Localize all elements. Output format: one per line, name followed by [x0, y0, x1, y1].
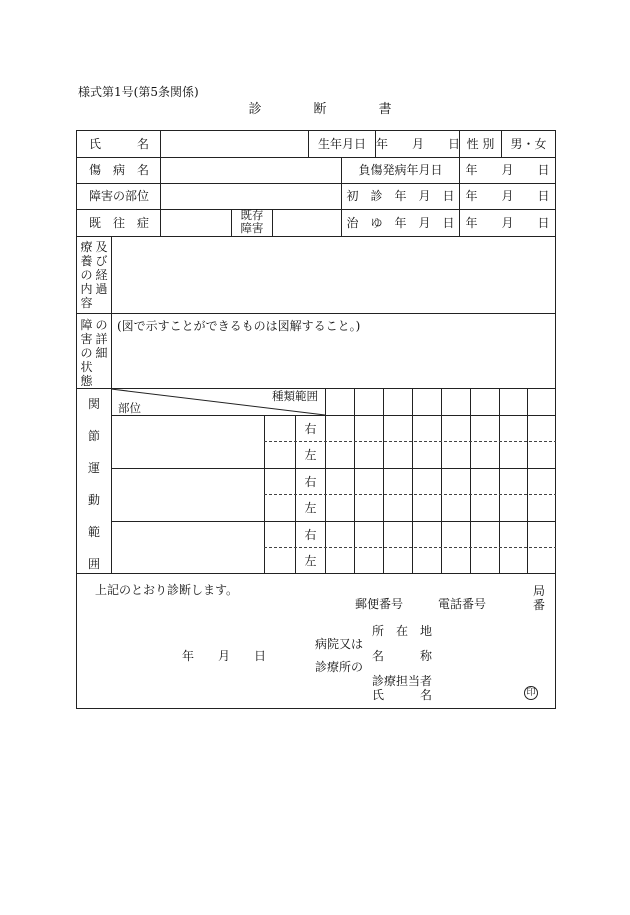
injury-label: 傷 病 名 — [88, 163, 149, 177]
joint-char-2: 節 — [87, 429, 100, 443]
first-exam-label: 初 診 年 月 日 — [346, 189, 455, 203]
existing-label-2: 障害 — [240, 221, 264, 235]
seal-mark: 印 — [526, 688, 536, 698]
hospital-label-2: 診療所の — [315, 660, 364, 674]
onset-value: 年 月 日 — [465, 163, 550, 177]
joint-char-6: 囲 — [87, 557, 100, 571]
joint-char-3: 運 — [87, 461, 100, 475]
sex-value: 男・女 — [510, 137, 547, 151]
hospital-label-1: 病院又は — [315, 637, 364, 651]
first-exam-value: 年 月 日 — [465, 189, 550, 203]
left-label-3: 左 — [304, 554, 317, 568]
footer-date: 年 月 日 — [182, 649, 267, 663]
joint-char-1: 関 — [87, 397, 100, 411]
treatment-label-col1: 療 養 の 内 容 — [80, 240, 93, 310]
phone-label: 電話番号 — [438, 597, 487, 611]
right-label-3: 右 — [304, 528, 317, 542]
exchange-label-2: 番 — [533, 598, 546, 612]
left-label-1: 左 — [304, 448, 317, 462]
cure-value: 年 月 日 — [465, 216, 550, 230]
treatment-label-col2: 及 び 経 過 — [95, 240, 108, 296]
disability-label-col1: 障 害 の 状 態 — [80, 318, 93, 388]
site-label: 障害の部位 — [88, 189, 149, 203]
right-label-1: 右 — [304, 422, 317, 436]
header-range: 種類範囲 — [272, 389, 318, 403]
history-label: 既 往 症 — [88, 216, 149, 230]
birth-value: 年 月 日 — [376, 137, 461, 151]
doctor-name-label: 氏 名 — [372, 688, 433, 702]
joint-char-4: 動 — [87, 493, 100, 507]
cure-label: 治 ゆ 年 月 日 — [346, 216, 455, 230]
address-label: 所 在 地 — [372, 624, 433, 638]
birth-label: 生年月日 — [317, 137, 366, 151]
form-number: 様式第1号(第5条関係) — [78, 85, 199, 99]
right-label-2: 右 — [304, 475, 317, 489]
left-label-2: 左 — [304, 501, 317, 515]
document-title: 診 断 書 — [248, 102, 392, 117]
onset-label: 負傷発病年月日 — [358, 163, 443, 177]
facility-name-label: 名 称 — [372, 649, 433, 663]
header-site: 部位 — [118, 401, 141, 415]
disability-label-col2: の 詳 細 — [95, 318, 108, 360]
disability-note: (図で示すことができるものは図解すること。) — [117, 319, 361, 333]
exchange-label-1: 局 — [533, 584, 546, 598]
joint-char-5: 範 — [87, 525, 100, 539]
footer-statement: 上記のとおり診断します。 — [95, 583, 239, 597]
postal-label: 郵便番号 — [355, 597, 404, 611]
existing-label-1: 既存 — [240, 208, 264, 222]
doctor-label: 診療担当者 — [372, 674, 433, 688]
name-label: 氏 名 — [88, 137, 149, 151]
sex-label: 性 別 — [466, 137, 495, 151]
